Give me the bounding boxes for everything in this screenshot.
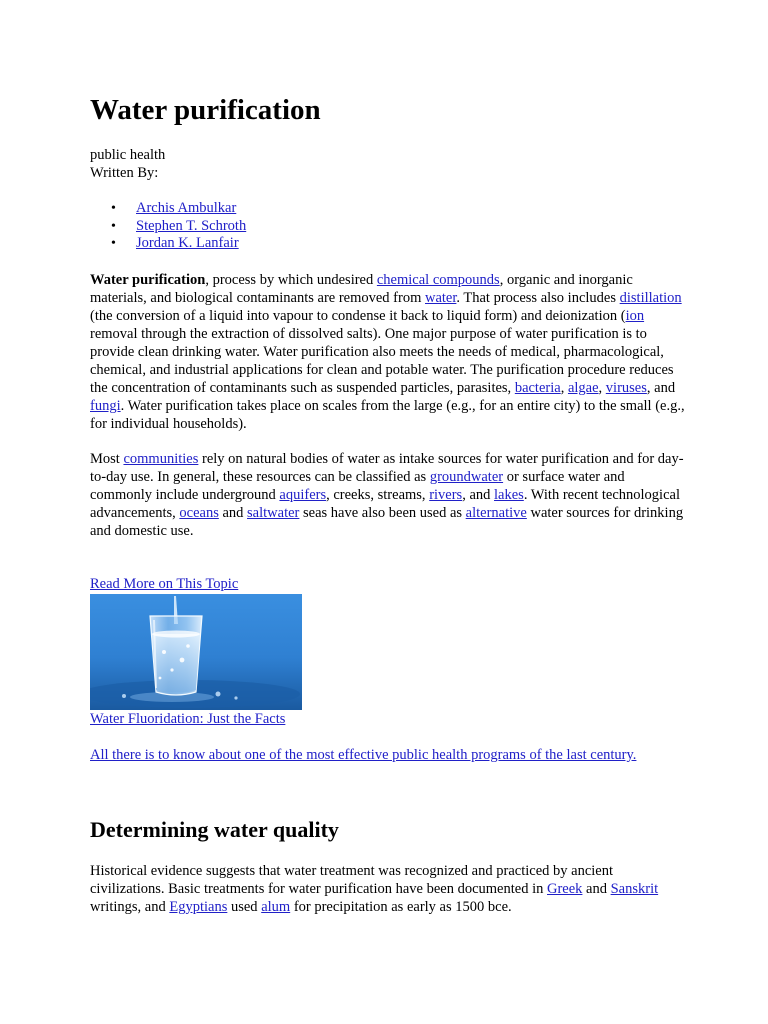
- link-groundwater[interactable]: groundwater: [429, 469, 504, 485]
- author-list: [90, 200, 246, 253]
- link-greek[interactable]: Greek: [547, 881, 583, 897]
- text-run: . That process also includes: [456, 290, 620, 306]
- category-label: public health: [90, 147, 166, 163]
- link-distillation[interactable]: distillation: [619, 290, 682, 306]
- text-run: and: [218, 505, 248, 521]
- text-run: removal through the extraction of dissolved salts). One major purpose of water purification is to provide clean drinking water. Water purification also meets the needs of medical, pharmacological, chemical, and industrial applications for clean and potable water. The purification procedure reduces the concentration of contaminants such as suspended particles, parasites,: [90, 326, 674, 396]
- water-glass-image[interactable]: [90, 594, 302, 710]
- author-link[interactable]: Jordan K. Lanfair: [136, 235, 239, 251]
- text-run: (the conversion of a liquid into vapour to condense it back to liquid form) and deionization (: [90, 308, 626, 324]
- promo-caption-link[interactable]: Water Fluoridation: Just the Facts: [90, 711, 286, 727]
- link-egyptians[interactable]: Egyptians: [169, 899, 228, 915]
- text-run: writings, and: [90, 899, 170, 915]
- text-run: ,: [598, 380, 606, 396]
- sources-paragraph: [90, 450, 690, 540]
- link-alum[interactable]: alum: [261, 899, 291, 915]
- text-run: seas have also been used as: [299, 505, 466, 521]
- text-run: Historical evidence suggests that water treatment was recognized and practiced by ancient civilizations. Basic treatments for water purification have been documented in: [90, 863, 613, 897]
- section-heading: Determining water quality: [90, 817, 339, 842]
- promo-description-link[interactable]: All there is to know about one of the most effective public health programs of the last century.: [90, 747, 637, 763]
- text-run: . With recent technological advancements,: [90, 487, 680, 521]
- author-link[interactable]: Stephen T. Schroth: [136, 217, 247, 234]
- text-run: or surface water and commonly include underground: [90, 469, 625, 503]
- text-run: , organic and inorganic materials, and biological contaminants are removed from: [90, 272, 633, 306]
- link-oceans[interactable]: oceans: [179, 505, 219, 521]
- article-meta: [90, 146, 690, 182]
- text-run: used: [227, 899, 262, 915]
- link-bacteria[interactable]: bacteria: [514, 380, 561, 396]
- text-run: rely on natural bodies of water as intake sources for water purification and for day-to-day use. In general, these resources can be classified as: [90, 451, 684, 485]
- link-communities[interactable]: communities: [123, 451, 199, 467]
- written-by-label: Written By:: [90, 165, 159, 181]
- text-run: , and: [462, 487, 495, 503]
- link-sanskrit[interactable]: Sanskrit: [610, 881, 659, 897]
- text-run: ,: [560, 380, 568, 396]
- link-algae[interactable]: algae: [567, 380, 599, 396]
- page-title: Water purification: [90, 94, 321, 126]
- author-list-item: [136, 235, 246, 253]
- intro-paragraph: [90, 271, 690, 433]
- read-more-link[interactable]: Read More on This Topic: [90, 576, 239, 592]
- link-chemical-compounds[interactable]: chemical compounds: [376, 272, 500, 288]
- link-alternative[interactable]: alternative: [465, 505, 527, 521]
- text-run: Most: [90, 451, 124, 467]
- link-aquifers[interactable]: aquifers: [279, 487, 327, 503]
- link-saltwater[interactable]: saltwater: [247, 505, 300, 521]
- text-run: for precipitation as early as 1500 bce.: [290, 899, 512, 915]
- water-glass-illustration: [90, 594, 302, 710]
- text-run: . Water purification takes place on scales from the large (e.g., for an entire city) to the small (e.g., for individual households).: [90, 398, 685, 432]
- history-paragraph: [90, 862, 690, 916]
- link-lakes[interactable]: lakes: [494, 487, 524, 503]
- link-fungi[interactable]: fungi: [90, 398, 121, 414]
- bold-term: Water purification: [90, 272, 206, 288]
- author-list-item: [136, 200, 246, 218]
- link-ion[interactable]: ion: [625, 308, 645, 324]
- link-viruses[interactable]: viruses: [605, 380, 647, 396]
- text-run: , and: [646, 380, 676, 396]
- link-water[interactable]: water: [425, 290, 457, 306]
- text-run: water sources for drinking and domestic use.: [90, 505, 684, 539]
- text-run: , creeks, streams,: [326, 487, 430, 503]
- author-link[interactable]: Archis Ambulkar: [136, 200, 237, 216]
- link-rivers[interactable]: rivers: [429, 487, 463, 503]
- author-list-item: [136, 218, 246, 236]
- text-run: and: [582, 881, 611, 897]
- text-run: , process by which undesired: [205, 272, 377, 288]
